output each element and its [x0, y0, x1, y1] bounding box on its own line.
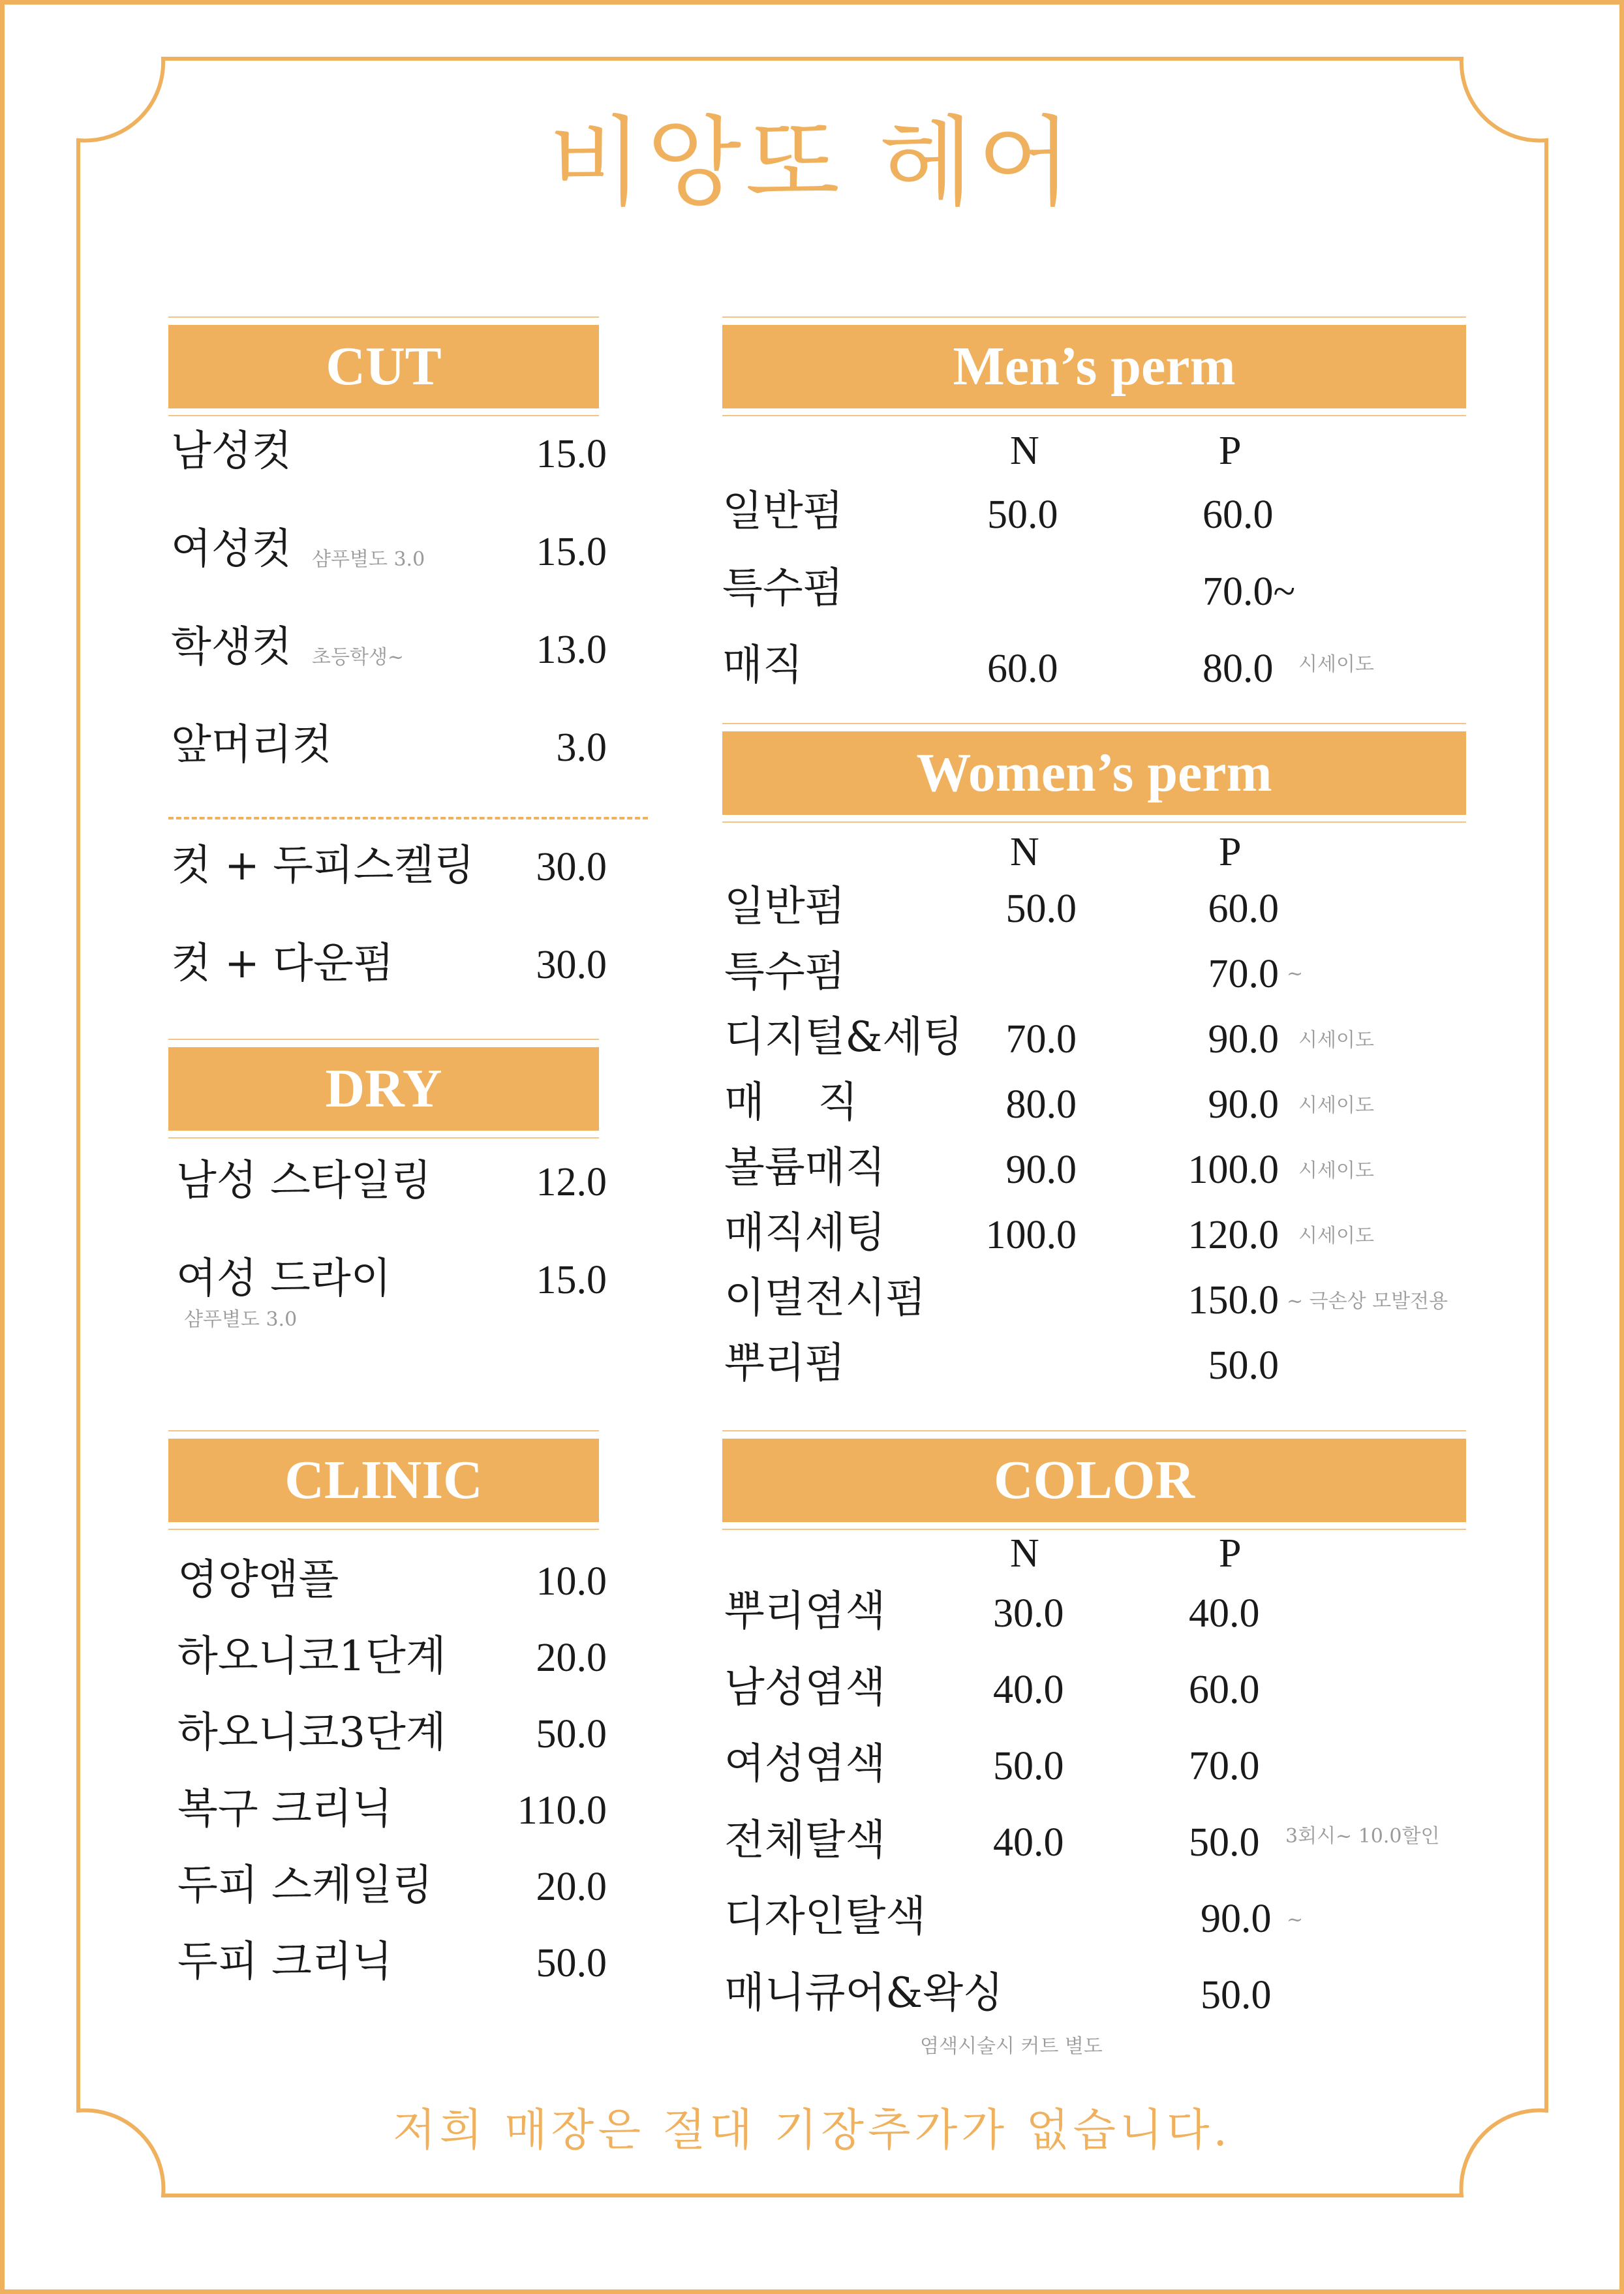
womens-item-note: ~: [1287, 962, 1304, 985]
mens-col-n: N: [1010, 429, 1039, 473]
womens-item-name: 특수펌: [724, 948, 846, 996]
clinic-item-price: 110.0: [517, 1788, 607, 1833]
color-col-n: N: [1010, 1531, 1039, 1576]
mens-item-n: 50.0: [987, 493, 1058, 537]
clinic-item-name: 영양앰플: [177, 1556, 339, 1604]
womens-item-note: 시세이도: [1298, 1029, 1374, 1052]
cut-combo-price: 30.0: [536, 943, 607, 987]
clinic-item-name: 하오니코1단계: [177, 1632, 446, 1681]
mens-header-line-bottom: [722, 415, 1466, 416]
mens-item-p: 80.0: [1203, 647, 1274, 691]
clinic-item-price: 20.0: [536, 1865, 607, 1909]
womens-col-p: P: [1219, 830, 1242, 874]
color-item-name: 뿌리염색: [724, 1587, 886, 1636]
color-header-line-top: [722, 1430, 1466, 1431]
womens-item-name: 뿌리펌: [724, 1339, 846, 1388]
cut-item-note: 샴푸별도 3.0: [312, 548, 425, 571]
clinic-item-name: 하오니코3단계: [177, 1709, 446, 1757]
womens-item-p: 150.0: [1187, 1278, 1279, 1323]
cut-item-note: 초등학생~: [312, 646, 405, 669]
color-item-p: 40.0: [1189, 1591, 1260, 1636]
color-header-line-bottom: [722, 1529, 1466, 1530]
color-col-p: P: [1219, 1531, 1242, 1576]
womens-item-note: ~ 극손상 모발전용: [1287, 1290, 1448, 1313]
shop-title: 비앙또 헤어: [548, 106, 1076, 220]
clinic-item-price: 50.0: [536, 1941, 607, 1985]
cut-divider: [168, 817, 648, 819]
color-item-p: 90.0: [1201, 1897, 1272, 1941]
mens-col-p: P: [1219, 429, 1242, 473]
womens-item-n: 100.0: [985, 1213, 1077, 1257]
cut-combo-name: 컷 + 다운펌: [171, 940, 394, 988]
womens-item-n: 70.0: [1005, 1017, 1077, 1062]
womens-header-line-bottom: [722, 821, 1466, 823]
clinic-header-line-bottom: [168, 1529, 599, 1530]
mens-item-name: 특수펌: [722, 564, 844, 613]
color-item-note: 3회시~ 10.0할인: [1285, 1825, 1440, 1848]
color-item-p: 50.0: [1189, 1820, 1260, 1865]
cut-item-name: 남성컷: [171, 427, 292, 476]
clinic-item-name: 두피 크리닉: [177, 1938, 393, 1986]
mens-item-p: 60.0: [1203, 493, 1274, 537]
womens-item-n: 50.0: [1005, 887, 1077, 931]
womens-item-p: 90.0: [1208, 1082, 1279, 1127]
womens-item-name: 일반펌: [724, 883, 846, 931]
clinic-item-price: 20.0: [536, 1636, 607, 1680]
clinic-item-name: 복구 크리닉: [177, 1785, 393, 1833]
color-item-name: 전체탈색: [724, 1816, 886, 1865]
womens-item-name: 디지털&세팅: [724, 1013, 964, 1062]
cut-item-name: 여성컷: [171, 525, 292, 574]
color-item-note: ~: [1287, 1908, 1304, 1931]
clinic-item-name: 두피 스케일링: [177, 1861, 433, 1910]
dry-item-name: 남성 스타일링: [176, 1157, 432, 1205]
color-item-name: 매니큐어&왁싱: [724, 1969, 1004, 2017]
cut-header-line-bottom: [168, 415, 599, 416]
cut-header-line-top: [168, 316, 599, 318]
clinic-header-line-top: [168, 1430, 599, 1431]
womens-perm-header: Women’s perm: [722, 731, 1466, 815]
dry-item-price: 12.0: [536, 1160, 607, 1204]
womens-item-p: 50.0: [1208, 1343, 1279, 1388]
cut-item-price: 13.0: [536, 628, 607, 672]
mens-item-name: 매직: [722, 641, 803, 690]
clinic-item-price: 50.0: [536, 1712, 607, 1756]
cut-header: CUT: [168, 325, 599, 408]
womens-item-p: 120.0: [1187, 1213, 1279, 1257]
dry-header: DRY: [168, 1047, 599, 1131]
womens-item-p: 100.0: [1187, 1148, 1279, 1192]
womens-header-line-top: [722, 723, 1466, 724]
dry-header-line-bottom: [168, 1137, 599, 1139]
cut-item-price: 15.0: [536, 432, 607, 476]
color-header: COLOR: [722, 1439, 1466, 1522]
footer-notice: 저희 매장은 절대 기장추가가 없습니다.: [392, 2105, 1232, 2156]
color-item-name: 디자인탈색: [724, 1893, 927, 1941]
womens-item-name: 이멀전시펌: [724, 1274, 927, 1323]
clinic-item-price: 10.0: [536, 1559, 607, 1604]
mens-item-p: 70.0~: [1203, 570, 1296, 614]
womens-item-p: 90.0: [1208, 1017, 1279, 1062]
cut-item-price: 15.0: [536, 530, 607, 574]
womens-item-p: 70.0: [1208, 952, 1279, 996]
womens-item-n: 90.0: [1005, 1148, 1077, 1192]
color-item-p: 70.0: [1189, 1744, 1260, 1788]
mens-item-note: 시세이도: [1298, 653, 1374, 676]
mens-item-name: 일반펌: [722, 487, 844, 536]
clinic-header: CLINIC: [168, 1439, 599, 1522]
womens-item-p: 60.0: [1208, 887, 1279, 931]
color-item-name: 남성염색: [724, 1664, 886, 1712]
color-footnote: 염색시술시 커트 별도: [920, 2035, 1103, 2058]
color-item-n: 50.0: [993, 1744, 1064, 1788]
color-item-p: 50.0: [1201, 1973, 1272, 2017]
cut-item-name: 앞머리컷: [171, 721, 333, 769]
dry-item-name: 여성 드라이: [176, 1255, 391, 1303]
color-item-n: 40.0: [993, 1820, 1064, 1865]
dry-item-note: 샴푸별도 3.0: [184, 1308, 298, 1331]
color-item-name: 여성염색: [724, 1740, 886, 1788]
womens-item-name: 매직세팅: [724, 1209, 886, 1257]
mens-perm-header: Men’s perm: [722, 325, 1466, 408]
cut-combo-name: 컷 + 두피스켈링: [171, 842, 475, 890]
womens-item-name: 매 직: [724, 1078, 859, 1127]
womens-col-n: N: [1010, 830, 1039, 874]
mens-item-n: 60.0: [987, 647, 1058, 691]
color-item-n: 40.0: [993, 1668, 1064, 1712]
womens-item-note: 시세이도: [1298, 1159, 1374, 1182]
mens-header-line-top: [722, 316, 1466, 318]
cut-item-name: 학생컷: [171, 623, 292, 671]
cut-item-price: 3.0: [556, 726, 607, 770]
cut-combo-price: 30.0: [536, 845, 607, 889]
dry-item-price: 15.0: [536, 1258, 607, 1302]
womens-item-n: 80.0: [1005, 1082, 1077, 1127]
womens-item-note: 시세이도: [1298, 1225, 1374, 1247]
color-item-n: 30.0: [993, 1591, 1064, 1636]
womens-item-note: 시세이도: [1298, 1094, 1374, 1117]
dry-header-line-top: [168, 1039, 599, 1040]
color-item-p: 60.0: [1189, 1668, 1260, 1712]
womens-item-name: 볼륨매직: [724, 1144, 886, 1192]
